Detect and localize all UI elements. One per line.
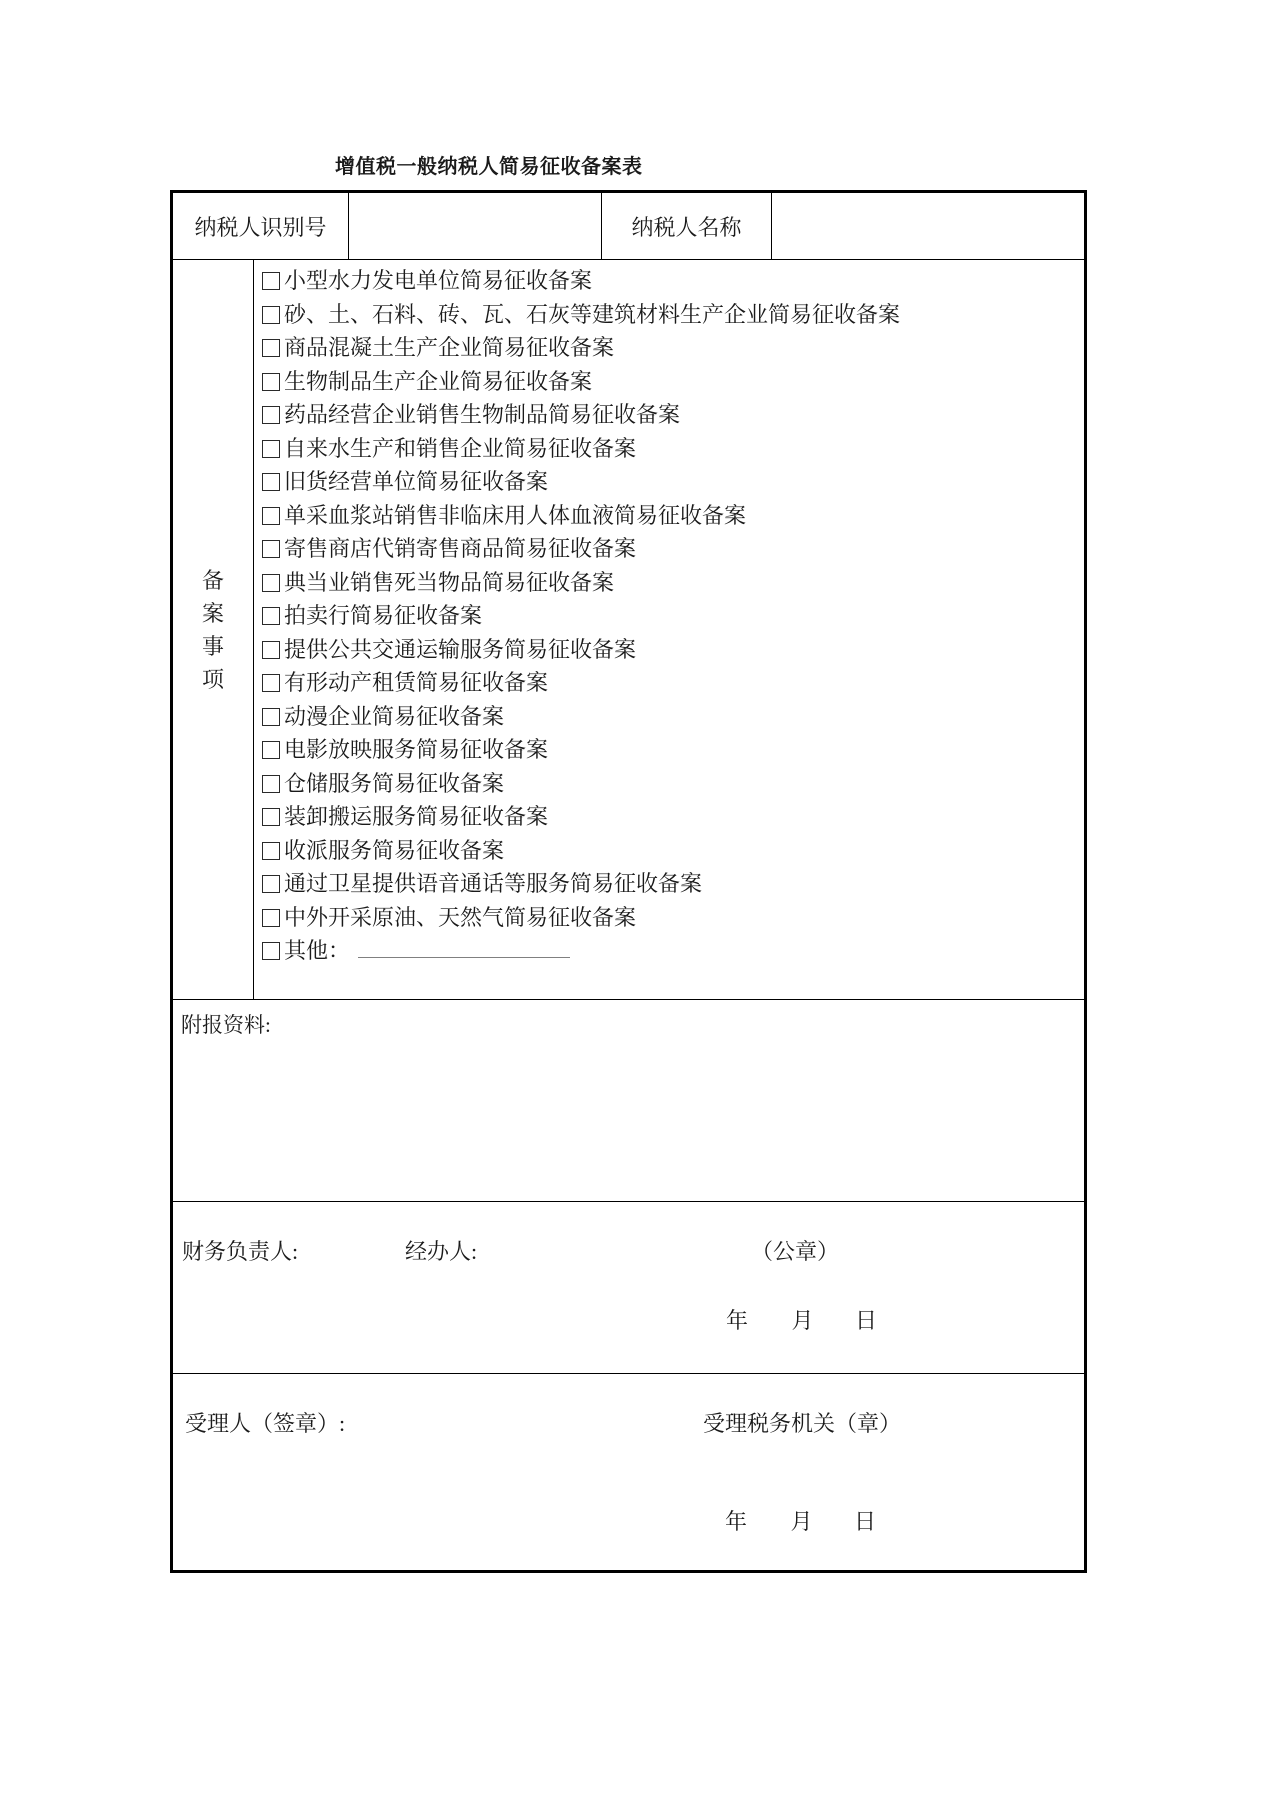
checkbox-item-label: 旧货经营单位简易征收备案 [284,469,549,494]
checkbox-icon[interactable] [262,775,280,793]
checkbox-item [262,633,1078,667]
checkbox-item-label: 寄售商店代销寄售商品简易征收备案 [284,536,637,561]
cfo-label: 财务负责人: [182,1239,299,1264]
page-title: 增值税一般纳税人简易征收备案表 [335,156,643,178]
checkbox-item-label: 其他： [284,938,351,963]
checkbox-icon[interactable] [262,373,280,391]
checkbox-item [262,901,1078,935]
checkbox-item-label: 单采血浆站销售非临床用人体血液简易征收备案 [284,502,747,528]
checkbox-item-other [262,934,1078,968]
checkbox-icon[interactable] [262,641,280,659]
checkbox-item-label: 提供公共交通运输服务简易征收备案 [284,636,637,662]
checkbox-item [262,465,1078,499]
acceptance-date-line [725,1510,876,1534]
filing-items-row [173,260,1084,1000]
checkbox-item-label: 小型水力发电单位简易征收备案 [284,268,593,293]
checkbox-icon[interactable] [262,708,280,726]
checkbox-item-label: 装卸搬运服务简易征收备案 [284,804,549,829]
checkbox-icon[interactable] [262,406,280,424]
checkbox-item [262,733,1078,767]
checkbox-item [262,264,1078,298]
checkbox-item [262,499,1078,533]
label-char: 案 [201,600,224,626]
date-month-label: 月 [791,1308,814,1333]
checkbox-item [262,867,1078,901]
date-year-label: 年 [725,1509,748,1534]
taxpayer-name-label: 纳税人名称 [602,193,772,259]
acceptor-label: 受理人（签章）: [185,1411,346,1436]
tax-authority-seal-label: 受理税务机关（章） [703,1411,902,1436]
checkbox-item-label: 生物制品生产企业简易征收备案 [284,368,593,394]
checkbox-icon[interactable] [262,741,280,759]
checkbox-icon[interactable] [262,875,280,893]
checkbox-icon[interactable] [262,942,280,960]
checkbox-item-label: 药品经营企业销售生物制品简易征收备案 [284,402,681,427]
checkbox-icon[interactable] [262,306,280,324]
label-char: 备 [201,567,224,593]
attachments-label: 附报资料: [181,1013,271,1037]
checkbox-item-label: 自来水生产和销售企业简易征收备案 [284,435,637,461]
date-year-label: 年 [726,1308,749,1333]
date-day-label: 日 [855,1308,878,1333]
checkbox-item-label: 商品混凝土生产企业简易征收备案 [284,335,615,360]
date-day-label: 日 [854,1509,877,1534]
checkbox-icon[interactable] [262,339,280,357]
checkbox-item [262,298,1078,332]
checkbox-item [262,566,1078,600]
taxpayer-id-input[interactable] [349,193,602,259]
checkbox-item [262,398,1078,432]
taxpayer-header-row [173,193,1084,260]
checkbox-item [262,834,1078,868]
checkbox-item [262,532,1078,566]
label-char: 项 [201,666,224,692]
checkbox-item-label: 有形动产租赁简易征收备案 [284,670,549,695]
checkbox-icon[interactable] [262,607,280,625]
checkbox-icon[interactable] [262,507,280,525]
checkbox-icon[interactable] [262,909,280,927]
checkbox-item-label: 仓储服务简易征收备案 [284,770,505,796]
checkbox-icon[interactable] [262,842,280,860]
signature-date-line [726,1309,877,1333]
taxpayer-name-input[interactable] [772,193,1084,259]
filing-items-vertical-label [173,260,254,999]
checkbox-item [262,331,1078,365]
checkbox-item-label: 砂、土、石料、砖、瓦、石灰等建筑材料生产企业简易征收备案 [284,301,901,327]
checkbox-icon[interactable] [262,473,280,491]
label-char: 事 [201,633,224,659]
checkbox-item [262,365,1078,399]
checkbox-icon[interactable] [262,440,280,458]
checkbox-item [262,700,1078,734]
checkbox-item-label: 典当业销售死当物品简易征收备案 [284,569,615,595]
attachments-row[interactable] [173,1000,1084,1202]
filing-form-table [170,190,1087,1573]
checkbox-item [262,432,1078,466]
checkbox-item-label: 拍卖行简易征收备案 [284,603,483,628]
checkbox-list [254,260,1084,999]
checkbox-icon[interactable] [262,674,280,692]
checkbox-icon[interactable] [262,574,280,592]
checkbox-item [262,800,1078,834]
handler-label: 经办人: [405,1239,478,1264]
checkbox-item [262,599,1078,633]
checkbox-icon[interactable] [262,540,280,558]
company-seal-label: （公章） [751,1239,840,1264]
date-month-label: 月 [790,1509,813,1534]
checkbox-item-label: 收派服务简易征收备案 [284,837,505,863]
checkbox-item-label: 动漫企业简易征收备案 [284,703,505,729]
acceptance-row [173,1374,1084,1570]
checkbox-item [262,767,1078,801]
checkbox-item-label: 电影放映服务简易征收备案 [284,737,549,762]
checkbox-icon[interactable] [262,808,280,826]
taxpayer-id-label: 纳税人识别号 [173,193,349,259]
checkbox-icon[interactable] [262,272,280,290]
checkbox-item-label: 通过卫星提供语音通话等服务简易征收备案 [284,871,703,896]
checkbox-item-label: 中外开采原油、天然气简易征收备案 [284,904,637,930]
checkbox-item [262,666,1078,700]
other-blank-field[interactable] [358,938,570,958]
signature-row [173,1202,1084,1374]
